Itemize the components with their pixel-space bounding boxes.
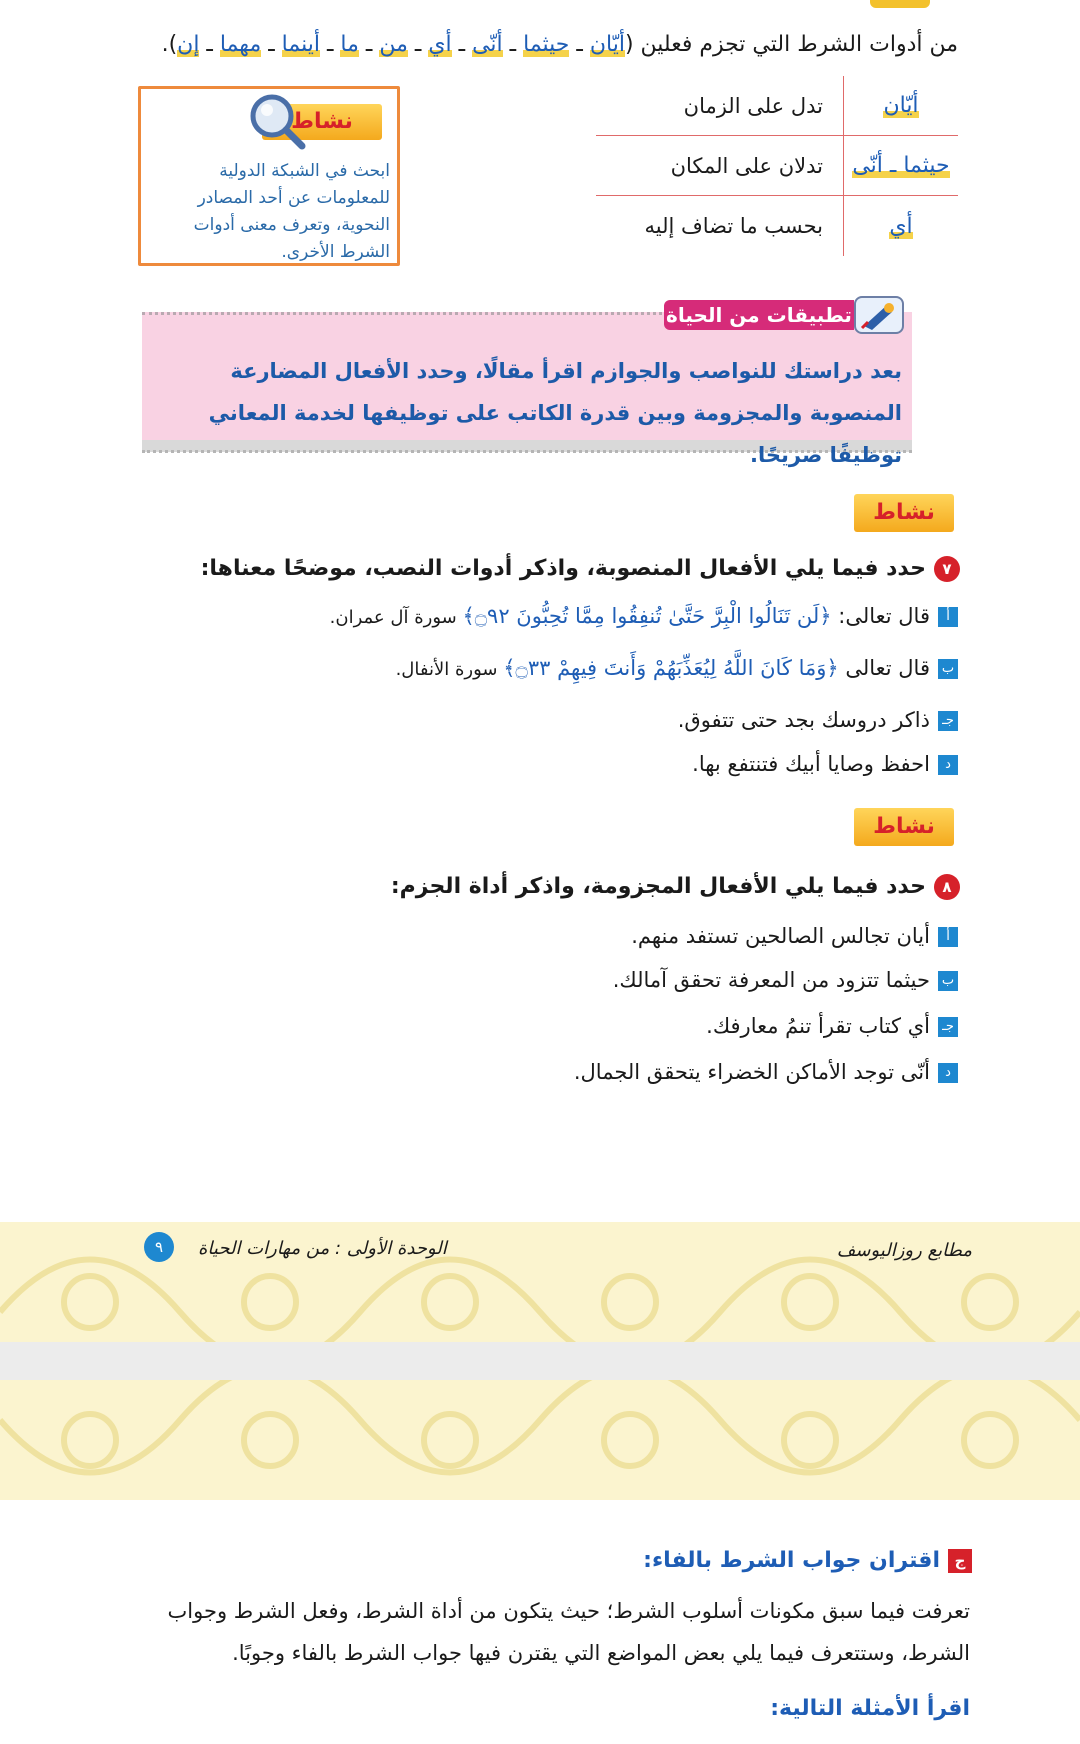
- conditional-tool: أنّى: [472, 32, 503, 57]
- list-item: دأنّى توجد الأماكن الخضراء يتحقق الجمال.: [574, 1060, 958, 1084]
- list-item: أقال تعالى: ﴿لَن تَنَالُوا الْبِرَّ حَتَّىٰ تُنفِقُوا مِمَّا تُحِبُّونَ ۝٩٢﴾ سورة آل عمران.: [330, 604, 958, 628]
- list-item: أأيان تجالس الصالحين تستفد منهم.: [631, 924, 958, 948]
- table-cell-meaning: تدلان على المكان: [670, 153, 823, 178]
- conditional-tool: أي: [428, 32, 452, 57]
- list-item: جـأي كتاب تقرأ تنمُ معارفك.: [706, 1014, 958, 1038]
- activity-badge: نشاط: [854, 494, 954, 532]
- table-cell-meaning: بحسب ما تضاف إليه: [644, 214, 823, 238]
- header-ornament-band: [0, 1380, 1080, 1500]
- conditional-tool: ما: [340, 32, 359, 57]
- question-number: ٧: [934, 556, 960, 582]
- list-item: داحفظ وصايا أبيك فتنتفع بها.: [692, 752, 958, 776]
- read-examples-heading: اقرأ الأمثلة التالية:: [770, 1696, 970, 1721]
- life-applications-header: [634, 296, 914, 332]
- conditional-tool: من: [379, 32, 408, 57]
- conditional-tool: مهما: [219, 32, 262, 57]
- conditional-tools-table: [596, 76, 958, 256]
- list-item: بحيثما تتزود من المعرفة تحقق آمالك.: [613, 968, 958, 992]
- life-applications-label: تطبيقات من الحياة: [664, 300, 854, 330]
- conditional-tool: حيثما: [523, 32, 570, 57]
- table-row: [596, 196, 958, 256]
- table-row: [596, 76, 958, 136]
- activity-badge: نشاط: [262, 104, 382, 140]
- magnifier-icon: [248, 92, 308, 152]
- list-item: جـذاكر دروسك بجد حتى تتفوق.: [678, 708, 958, 732]
- conditional-tool: أينما: [281, 32, 320, 57]
- table-cell-meaning: تدل على الزمان: [683, 93, 823, 118]
- table-cell-tool: أيّان: [843, 76, 958, 135]
- dotted-divider: [142, 312, 662, 315]
- unit-title: الوحدة الأولى : من مهارات الحياة: [198, 1238, 447, 1259]
- activity-badge: نشاط: [854, 808, 954, 846]
- table-row: [596, 136, 958, 196]
- table-cell-tool: أي: [843, 196, 958, 256]
- conditional-tools-list: أيّان ـ حيثما ـ أنّى ـ أي ـ من ـ ما ـ أينما ـ مهما ـ إن: [177, 32, 625, 57]
- top-tab-marker: [870, 0, 930, 8]
- conditional-tool: إن: [177, 32, 200, 57]
- life-applications-text: بعد دراستك للنواصب والجوازم اقرأ مقالًا، وحدد الأفعال المضارعة المنصوبة والمجزومة وبين قدرة الكاتب على توظيفها لخدمة المعاني توظيفًا صريحًا.: [208, 359, 902, 467]
- page-gap: [0, 1342, 1080, 1380]
- rocket-icon: [854, 296, 904, 334]
- list-item: بقال تعالى ﴿وَمَا كَانَ اللَّهُ لِيُعَذِّبَهُمْ وَأَنتَ فِيهِمْ ۝٣٣﴾ سورة الأنفال.: [396, 656, 958, 680]
- publisher-name: مطابع روزاليوسف: [836, 1240, 972, 1261]
- section-title: جاقتران جواب الشرط بالفاء:: [643, 1548, 972, 1573]
- page-number: ٩: [144, 1232, 174, 1262]
- question-7: ٧حدد فيما يلي الأفعال المنصوبة، واذكر أدوات النصب، موضحًا معناها:: [201, 556, 960, 582]
- question-number: ٨: [934, 874, 960, 900]
- conditional-tool: أيّان: [589, 32, 625, 57]
- intro-line: من أدوات الشرط التي تجزم فعلين (أيّان ـ حيثما ـ أنّى ـ أي ـ من ـ ما ـ أينما ـ مهما ـ إن).: [161, 32, 958, 57]
- table-cell-tool: حيثما ـ أنّى: [843, 136, 958, 195]
- question-8: ٨حدد فيما يلي الأفعال المجزومة، واذكر أداة الجزم:: [391, 874, 960, 900]
- section-body: تعرفت فيما سبق مكونات أسلوب الشرط؛ حيث يتكون من أداة الشرط، وفعل الشرط وجواب الشرط، وستتعرف فيما يلي بعض المواضع التي يقترن فيها جواب الشرط بالفاء وجوبًا.: [167, 1599, 970, 1665]
- activity-box-text: ابحث في الشبكة الدولية للمعلومات عن أحد المصادر النحوية، وتعرف معنى أدوات الشرط الأخرى.: [193, 161, 390, 262]
